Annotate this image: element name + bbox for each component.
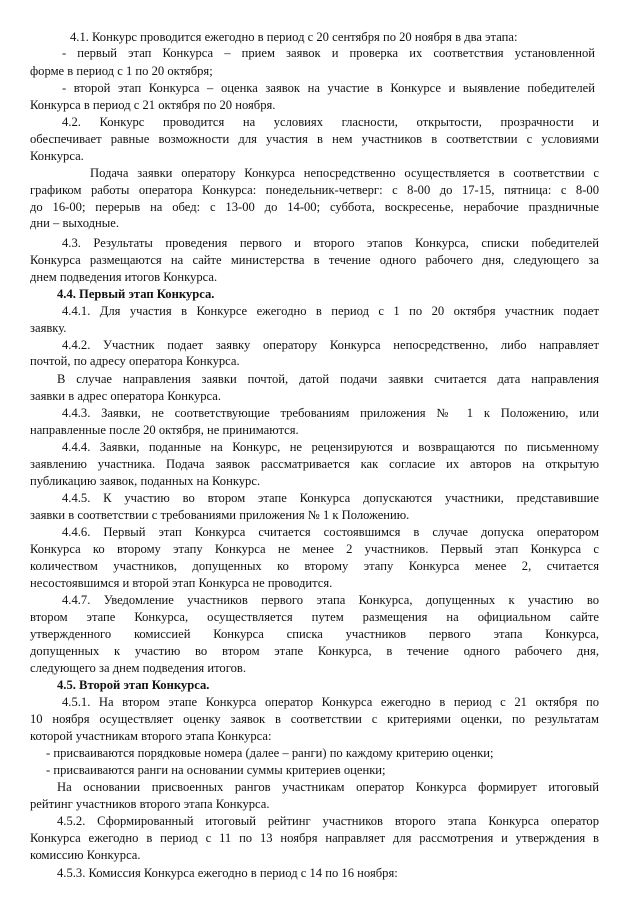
text-line: 4.4.4. Заявки, поданные на Конкурс, не рецензируются и возвращаются по письменному [62,440,599,454]
text-line: комиссию Конкурса. [30,848,141,862]
section-heading: 4.4. Первый этап Конкурса. [57,287,215,301]
text-line: Конкурса размещаются на сайте министерства в течение одного рабочего дня, следующего за [30,253,599,267]
text-line: - присваиваются ранги на основании суммы критериев оценки; [46,763,386,777]
text-line: Конкурса. [30,149,84,163]
text-line: обеспечивает равные возможности для участия в нем участников в соответствии с условиями [30,132,599,146]
text-line: 4.2. Конкурс проводится на условиях гласности, открытости, прозрачности и [62,115,599,129]
text-line: заявлению участника. Подача заявок рассматривается как согласие их авторов на открытую [30,457,599,471]
text-line: заявки в адрес оператора Конкурса. [30,389,222,403]
text-line: до 16-00; перерыв на обед: с 13-00 до 14-00; суббота, воскресенье, нерабочие праздничные [30,200,599,214]
text-line: 4.1. Конкурс проводится ежегодно в период с 20 сентября по 20 ноября в два этапа: [70,30,518,44]
text-line: количеством участников, допущенных ко второму этапу Конкурса менее 2, считается [30,559,599,573]
text-line: днем подведения итогов Конкурса. [30,270,218,284]
text-line: На основании присвоенных рангов участникам оператор Конкурса формирует итоговый [57,780,599,794]
text-line: - первый этап Конкурса – прием заявок и проверка их соответствия установленной [62,46,595,60]
text-line: 4.5.3. Комиссия Конкурса ежегодно в период с 14 по 16 ноября: [57,866,398,880]
text-line: - присваиваются порядковые номера (далее – ранги) по каждому критерию оценки; [46,746,494,760]
text-line: рейтинг участников второго этапа Конкурса. [30,797,270,811]
text-line: следующего за днем подведения итогов. [30,661,246,675]
text-line: допущенных к участию во втором этапе Конкурса, в течение одного рабочего дня, [30,644,599,658]
text-line: утвержденного комиссией Конкурса списка участников первого этапа Конкурса, [30,627,599,641]
text-line: несостоявшимся и второй этап Конкурса не проводится. [30,576,333,590]
text-line: 10 ноября осуществляет оценку заявок в соответствии с критериями оценки, по результатам [30,712,599,726]
text-line: заявки в соответствии с требованиями приложения № 1 к Положению. [30,508,410,522]
text-line: Подача заявки оператору Конкурса непосредственно осуществляется в соответствии с [90,166,599,180]
text-line: 4.3. Результаты проведения первого и второго этапов Конкурса, списки победителей [62,236,599,250]
text-line: публикацию заявок, поданных на Конкурс. [30,474,261,488]
text-line: 4.4.6. Первый этап Конкурса считается состоявшимся в случае допуска оператором [62,525,599,539]
text-line: направленные после 20 октября, не принимаются. [30,423,299,437]
text-line: почтой, по адресу оператора Конкурса. [30,354,240,368]
text-line: - второй этап Конкурса – оценка заявок на участие в Конкурсе и выявление победителей [62,81,595,95]
text-line: графиком работы оператора Конкурса: понедельник-четверг: с 8-00 до 17-15, пятница: с 8-00 [30,183,599,197]
text-line: 4.4.5. К участию во втором этапе Конкурса допускаются участники, представившие [62,491,599,505]
text-line: 4.5.2. Сформированный итоговый рейтинг участников второго этапа Конкурса оператор [57,814,599,828]
text-line: форме в период с 1 по 20 октября; [30,64,213,78]
text-line: заявку. [30,321,67,335]
text-line: 4.4.1. Для участия в Конкурсе ежегодно в период с 1 по 20 октября участник подает [62,304,599,318]
text-line: 4.4.7. Уведомление участников первого этапа Конкурса, допущенных к участию во [62,593,599,607]
text-line: втором этапе Конкурса, осуществляется путем размещения на официальном сайте [30,610,599,624]
text-line: В случае направления заявки почтой, датой подачи заявки считается дата направления [57,372,599,386]
text-line: Конкурса в период с 21 октября по 20 ноября. [30,98,276,112]
text-line: 4.4.3. Заявки, не соответствующие требованиям приложения № 1 к Положению, или [62,406,599,420]
text-line: которой участникам второго этапа Конкурса: [30,729,272,743]
text-line: Конкурса ко второму этапу Конкурса не менее 2 участников. Первый этап Конкурса с [30,542,599,556]
text-line: 4.5.1. На втором этапе Конкурса оператор Конкурса ежегодно в период с 21 октября по [62,695,599,709]
text-line: 4.4.2. Участник подает заявку оператору Конкурса непосредственно, либо направляет [62,338,599,352]
section-heading: 4.5. Второй этап Конкурса. [57,678,210,692]
text-line: дни – выходные. [30,216,119,230]
text-line: Конкурса ежегодно в период с 11 по 13 ноября направляет для рассмотрения и утверждения в [30,831,599,845]
